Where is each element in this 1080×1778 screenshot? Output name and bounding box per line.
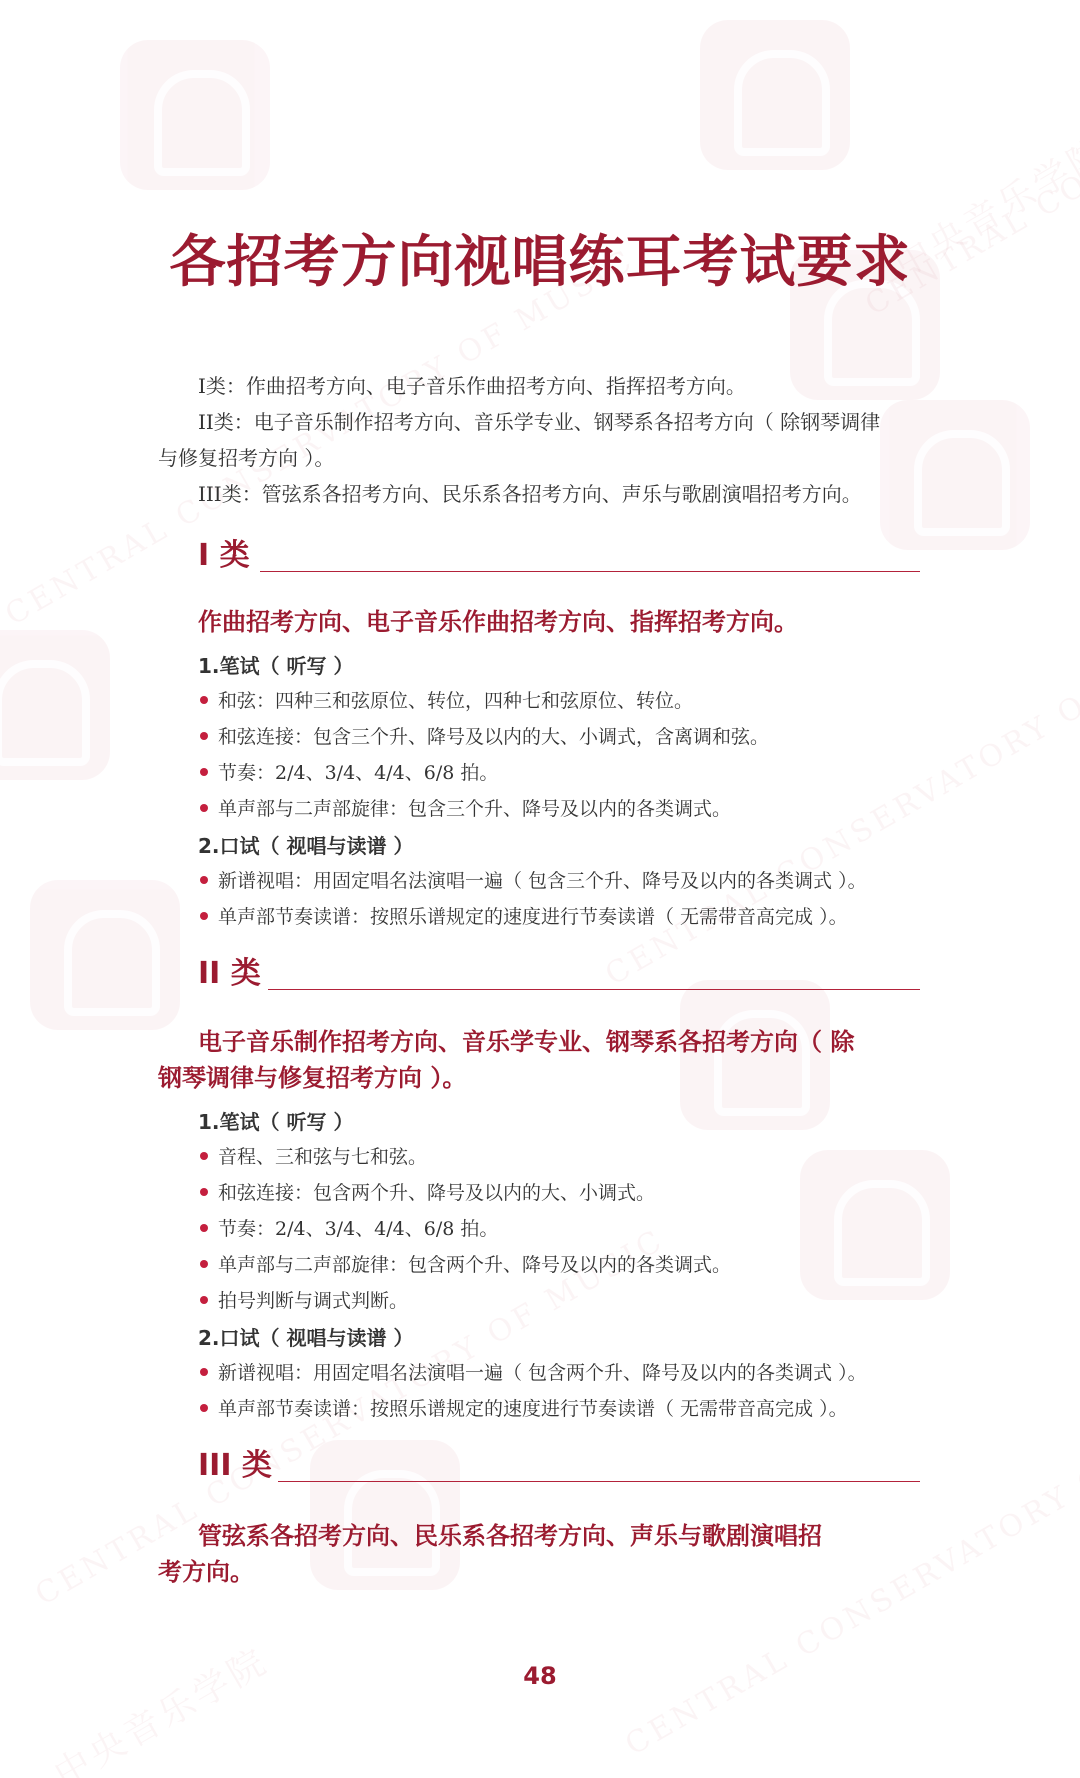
section-header-i [198, 530, 920, 580]
section-subhead: 电子音乐制作招考方向、音乐学专业、钢琴系各招考方向（ 除 [198, 1028, 855, 1056]
bullet-icon [200, 1224, 208, 1232]
section-subhead: 作曲招考方向、电子音乐作曲招考方向、指挥招考方向。 [198, 608, 798, 636]
section-subhead-cont: 考方向。 [158, 1558, 254, 1586]
bullet-icon [200, 1368, 208, 1376]
list-item: 单声部与二声部旋律：包含两个升、降号及以内的各类调式。 [200, 1250, 731, 1277]
list-item: 节奏：2/4、3/4、4/4、6/8 拍。 [200, 1214, 498, 1241]
bullet-icon [200, 1296, 208, 1304]
list-item: 和弦：四种三和弦原位、转位，四种七和弦原位、转位。 [200, 686, 693, 713]
section-header-iii [198, 1440, 920, 1490]
section-header-ii [198, 948, 920, 998]
bullet-icon [200, 1152, 208, 1160]
section-label: III 类 [198, 1448, 272, 1483]
bullet-icon [200, 768, 208, 776]
section-divider [268, 989, 920, 990]
page-title: 各招考方向视唱练耳考试要求 [169, 230, 911, 295]
list-item: 单声部与二声部旋律：包含三个升、降号及以内的各类调式。 [200, 794, 731, 821]
bullet-icon [200, 804, 208, 812]
list-item: 新谱视唱：用固定唱名法演唱一遍（ 包含三个升、降号及以内的各类调式 ）。 [200, 866, 867, 893]
list-item: 节奏：2/4、3/4、4/4、6/8 拍。 [200, 758, 498, 785]
bullet-icon [200, 1188, 208, 1196]
oral-test-title: 2.口试（ 视唱与读谱 ） [198, 834, 414, 858]
bullet-icon [200, 876, 208, 884]
list-item: 单声部节奏读谱：按照乐谱规定的速度进行节奏读谱（ 无需带音高完成 ）。 [200, 1394, 848, 1421]
list-item: 拍号判断与调式判断。 [200, 1286, 408, 1313]
list-item: 单声部节奏读谱：按照乐谱规定的速度进行节奏读谱（ 无需带音高完成 ）。 [200, 902, 848, 929]
bullet-icon [200, 696, 208, 704]
section-label: I 类 [198, 538, 250, 573]
written-test-title: 1.笔试（ 听写 ） [198, 654, 354, 678]
list-item: 和弦连接：包含两个升、降号及以内的大、小调式。 [200, 1178, 655, 1205]
intro-line-2b: 与修复招考方向 ）。 [158, 446, 335, 470]
section-subhead-cont: 钢琴调律与修复招考方向 ）。 [158, 1064, 467, 1092]
list-item: 和弦连接：包含三个升、降号及以内的大、小调式，含离调和弦。 [200, 722, 769, 749]
list-item: 新谱视唱：用固定唱名法演唱一遍（ 包含两个升、降号及以内的各类调式 ）。 [200, 1358, 867, 1385]
list-item: 音程、三和弦与七和弦。 [200, 1142, 427, 1169]
intro-line-2a: II类：电子音乐制作招考方向、音乐学专业、钢琴系各招考方向（ 除钢琴调律 [198, 410, 881, 434]
bullet-icon [200, 732, 208, 740]
written-test-title: 1.笔试（ 听写 ） [198, 1110, 354, 1134]
page-number: 48 [523, 1662, 557, 1690]
section-subhead: 管弦系各招考方向、民乐系各招考方向、声乐与歌剧演唱招 [198, 1522, 822, 1550]
section-divider [278, 1481, 920, 1482]
intro-line-3: III类：管弦系各招考方向、民乐系各招考方向、声乐与歌剧演唱招考方向。 [198, 482, 862, 506]
section-divider [260, 571, 920, 572]
section-label: II 类 [198, 956, 261, 991]
intro-line-1: I类：作曲招考方向、电子音乐作曲招考方向、指挥招考方向。 [198, 374, 746, 398]
bullet-icon [200, 1260, 208, 1268]
bullet-icon [200, 912, 208, 920]
bullet-icon [200, 1404, 208, 1412]
oral-test-title: 2.口试（ 视唱与读谱 ） [198, 1326, 414, 1350]
